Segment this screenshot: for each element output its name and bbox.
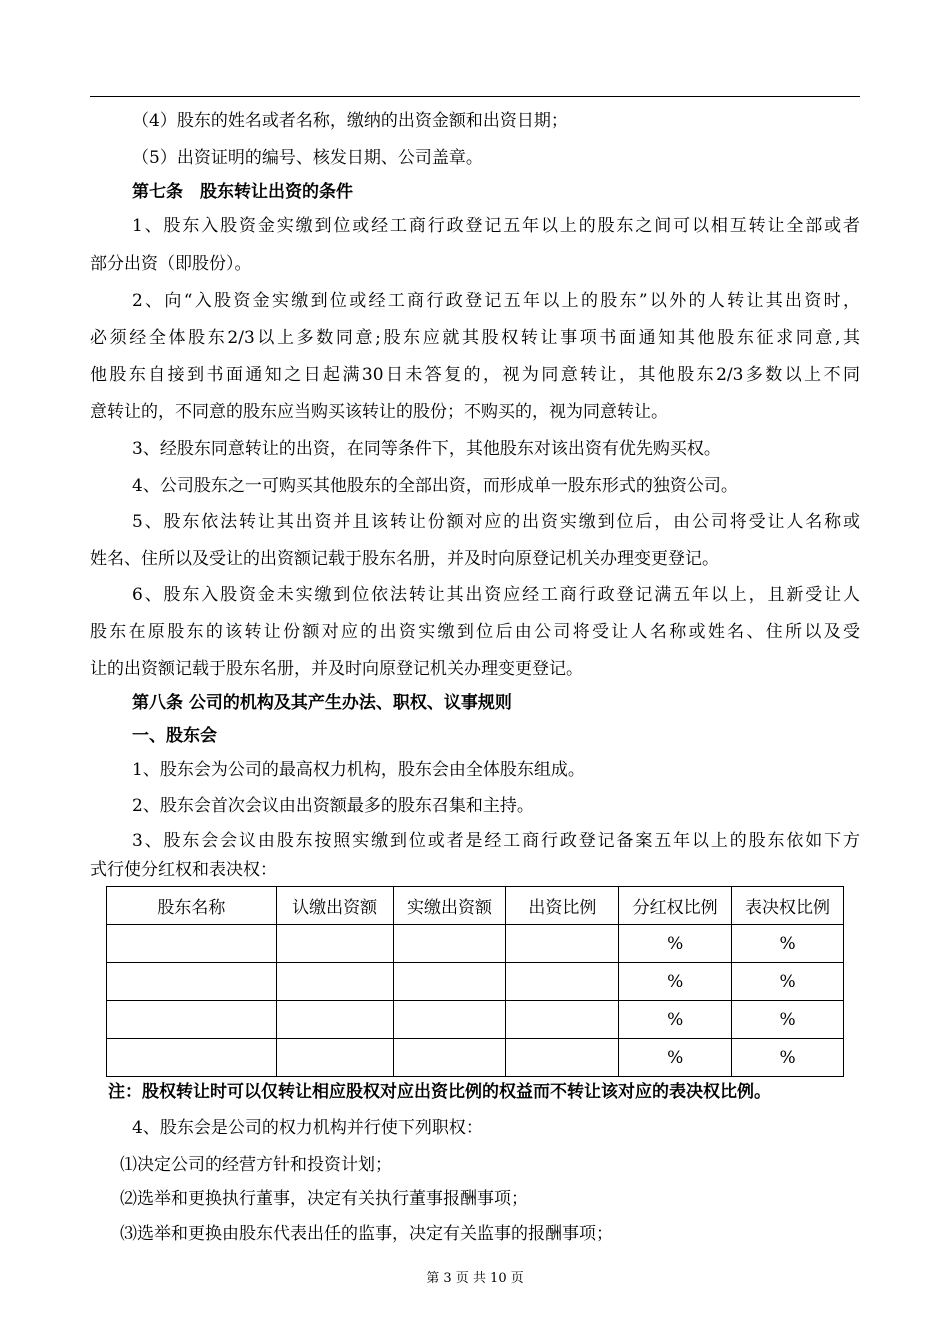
table-cell (107, 1039, 277, 1077)
header-rule (90, 96, 860, 97)
power-item-2: ⑵选举和更换执行董事，决定有关执行董事报酬事项； (120, 1189, 528, 1209)
table-cell: % (619, 1039, 732, 1077)
paragraph-7-5-line-1: 5、股东依法转让其出资并且该转让份额对应的出资实缴到位后，由公司将受让人名称或 (132, 512, 860, 532)
table-cell (107, 963, 277, 1001)
table-cell: % (619, 925, 732, 963)
column-header: 表决权比例 (732, 887, 844, 925)
table-cell: % (732, 925, 844, 963)
table-cell: % (732, 1001, 844, 1039)
table-cell (506, 963, 619, 1001)
shareholders-meeting-item-3-line-2: 式行使分红权和表决权： (90, 860, 277, 880)
table-cell (276, 1039, 393, 1077)
table-cell (393, 1039, 506, 1077)
list-item-5: （5）出资证明的编号、核发日期、公司盖章。 (132, 148, 483, 168)
article-8-title: 第八条 公司的机构及其产生办法、职权、议事规则 (132, 693, 512, 713)
power-item-3: ⑶选举和更换由股东代表出任的监事，决定有关监事的报酬事项； (120, 1224, 613, 1244)
paragraph-7-1-line-2: 部分出资（即股份）。 (90, 254, 252, 274)
table-row (107, 1039, 844, 1077)
paragraph-7-2-line-3: 他股东自接到书面通知之日起满30日未答复的，视为同意转让，其他股东2/3多数以上不同 (90, 365, 860, 385)
paragraph-7-2-line-1: 2、向“入股资金实缴到位或经工商行政登记五年以上的股东”以外的人转让其出资时， (132, 291, 860, 311)
power-item-1: ⑴决定公司的经营方针和投资计划； (120, 1155, 392, 1175)
shareholders-meeting-item-4: 4、股东会是公司的权力机构并行使下列职权： (132, 1118, 483, 1138)
table-cell (506, 1039, 619, 1077)
table-cell (393, 1001, 506, 1039)
table-row (107, 963, 844, 1001)
paragraph-7-6-line-1: 6、股东入股资金未实缴到位依法转让其出资应经工商行政登记满五年以上，且新受让人 (132, 585, 860, 605)
paragraph-7-1-line-1: 1、股东入股资金实缴到位或经工商行政登记五年以上的股东之间可以相互转让全部或者 (132, 216, 860, 236)
paragraph-7-6-line-3: 让的出资额记载于股东名册，并及时向原登记机关办理变更登记。 (90, 659, 583, 679)
column-header: 认缴出资额 (276, 887, 393, 925)
section-1-title: 一、股东会 (132, 726, 217, 746)
table-cell (506, 925, 619, 963)
table-cell (107, 925, 277, 963)
column-header: 股东名称 (107, 887, 277, 925)
table-cell (276, 925, 393, 963)
table-cell (393, 963, 506, 1001)
paragraph-7-2-line-4: 意转让的，不同意的股东应当购买该转让的股份；不购买的，视为同意转让。 (90, 402, 668, 422)
table-cell: % (732, 963, 844, 1001)
paragraph-7-6-line-2: 股东在原股东的该转让份额对应的出资实缴到位后由公司将受让人名称或姓名、住所以及受 (90, 622, 860, 642)
shareholder-table (106, 886, 844, 1077)
table-cell (393, 925, 506, 963)
table-cell: % (619, 1001, 732, 1039)
paragraph-7-4: 4、公司股东之一可购买其他股东的全部出资，而形成单一股东形式的独资公司。 (132, 476, 738, 496)
shareholders-meeting-item-1: 1、股东会为公司的最高权力机构，股东会由全体股东组成。 (132, 760, 585, 780)
table-row (107, 1001, 844, 1039)
shareholders-meeting-item-2: 2、股东会首次会议由出资额最多的股东召集和主持。 (132, 796, 534, 816)
table-note: 注：股权转让时可以仅转让相应股权对应出资比例的权益而不转让该对应的表决权比例。 (108, 1082, 771, 1102)
shareholders-meeting-item-3-line-1: 3、股东会会议由股东按照实缴到位或者是经工商行政登记备案五年以上的股东依如下方 (132, 831, 860, 851)
article-7-title: 第七条 股东转让出资的条件 (132, 182, 353, 202)
paragraph-7-5-line-2: 姓名、住所以及受让的出资额记载于股东名册，并及时向原登记机关办理变更登记。 (90, 549, 719, 569)
table-header-row (107, 887, 844, 925)
page-number-footer: 第 3 页 共 10 页 (426, 1271, 524, 1286)
table-cell (107, 1001, 277, 1039)
table-cell: % (732, 1039, 844, 1077)
column-header: 实缴出资额 (393, 887, 506, 925)
table-cell (276, 963, 393, 1001)
paragraph-7-3: 3、经股东同意转让的出资，在同等条件下，其他股东对该出资有优先购买权。 (132, 439, 721, 459)
column-header: 分红权比例 (619, 887, 732, 925)
list-item-4: （4）股东的姓名或者名称，缴纳的出资金额和出资日期； (132, 111, 568, 131)
paragraph-7-2-line-2: 必须经全体股东2/3以上多数同意;股东应就其股权转让事项书面通知其他股东征求同意,其 (90, 328, 860, 348)
table-cell (506, 1001, 619, 1039)
table-row (107, 925, 844, 963)
column-header: 出资比例 (506, 887, 619, 925)
table-cell: % (619, 963, 732, 1001)
table-cell (276, 1001, 393, 1039)
